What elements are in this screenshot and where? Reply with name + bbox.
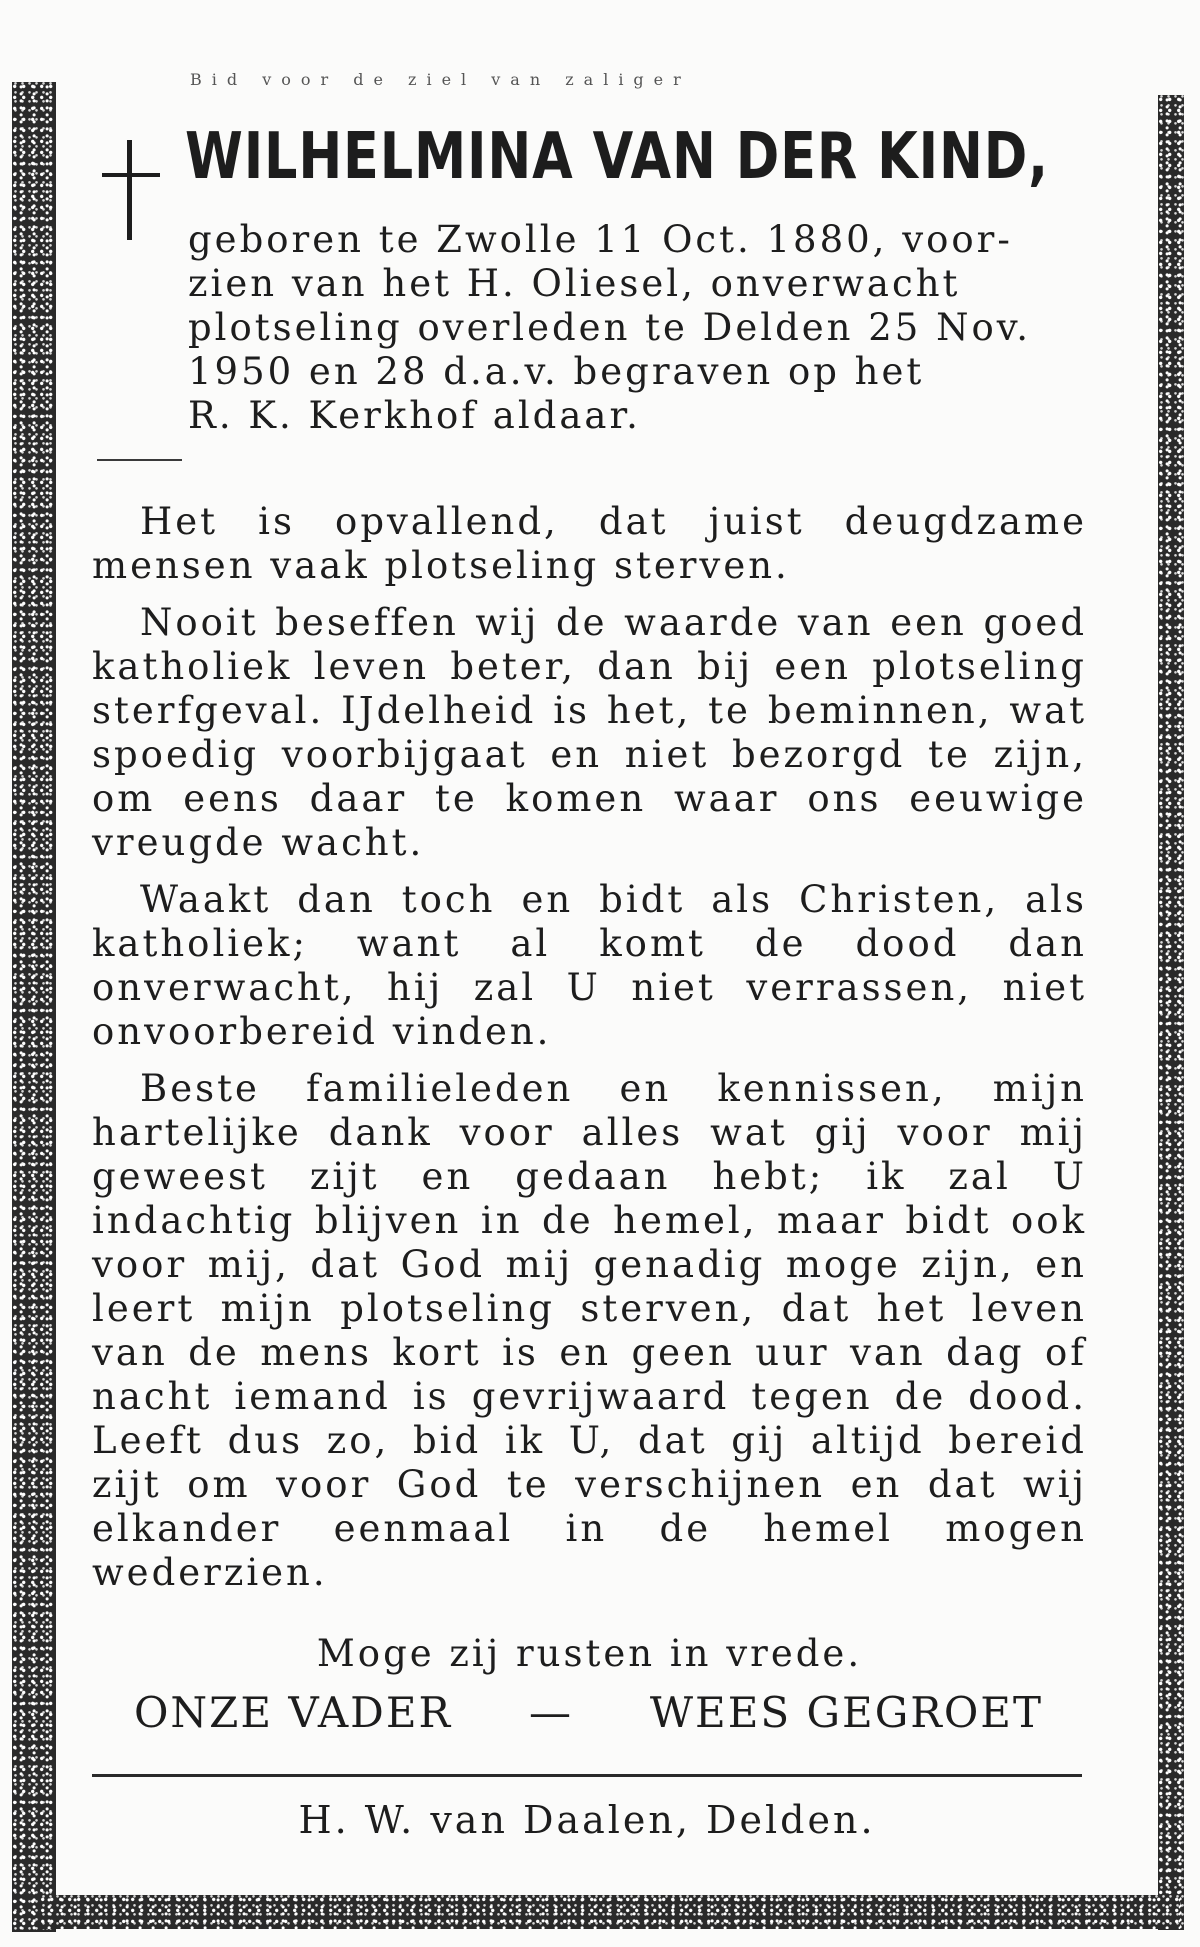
prayer-wees-gegroet: WEES GEGROET bbox=[649, 1688, 1043, 1737]
cross-icon bbox=[102, 140, 160, 240]
mourning-border-left bbox=[12, 82, 56, 1932]
prayer-separator: — bbox=[529, 1688, 574, 1737]
faint-header-text: Bid voor de ziel van zaliger bbox=[190, 70, 691, 89]
printer-imprint: H. W. van Daalen, Delden. bbox=[298, 1798, 876, 1842]
intro-line: plotseling overleden te Delden 25 Nov. bbox=[188, 306, 1032, 349]
body-text bbox=[92, 500, 1087, 1608]
body-paragraph: Het is opvallend, dat juist deugdzame mensen vaak plotseling sterven. bbox=[92, 500, 1087, 587]
mourning-border-bottom bbox=[40, 1895, 1180, 1929]
mourning-border-right bbox=[1158, 95, 1184, 1930]
intro-line: zien van het H. Oliesel, onverwacht bbox=[188, 262, 961, 305]
short-divider bbox=[97, 459, 182, 461]
intro-line: geboren te Zwolle 11 Oct. 1880, voor- bbox=[188, 218, 1013, 261]
closing-line: Moge zij rusten in vrede. bbox=[316, 1632, 863, 1675]
intro-block bbox=[188, 218, 1090, 438]
body-paragraph: Beste familieleden en kennissen, mijn hartelijke dank voor alles wat gij voor mij geweest zijt en gedaan hebt; ik zal U indachtig blijven in de hemel, maar bidt ook voor mij, dat God mij genadig moge zijn, en leert mijn plotseling sterven, dat het leven van de mens kort is en geen uur van dag of nacht iemand is gevrijwaard tegen de dood. Leeft dus zo, bid ik U, dat gij altijd bereid zijt om voor God te verschijnen en dat wij elkander eenmaal in de hemel mogen wederzien. bbox=[92, 1067, 1087, 1594]
intro-line: 1950 en 28 d.a.v. begraven op het bbox=[188, 350, 925, 393]
deceased-name: WILHELMINA VAN DER KIND, bbox=[185, 120, 1049, 194]
prayer-line bbox=[92, 1688, 1087, 1737]
body-paragraph: Waakt dan toch en bidt als Christen, als katholiek; want al komt de dood dan onverwacht, hij zal U niet verrassen, niet onvoorbereid vinden. bbox=[92, 878, 1087, 1053]
long-divider bbox=[92, 1774, 1082, 1777]
prayer-onze-vader: ONZE VADER bbox=[134, 1688, 453, 1737]
intro-line: R. K. Kerkhof aldaar. bbox=[188, 394, 641, 437]
body-paragraph: Nooit beseffen wij de waarde van een goed katholiek leven beter, dan bij een plotseling sterfgeval. IJdelheid is het, te beminnen, wat spoedig voorbijgaat en niet bezorgd te zijn, om eens daar te komen waar ons eeuwige vreugde wacht. bbox=[92, 601, 1087, 864]
